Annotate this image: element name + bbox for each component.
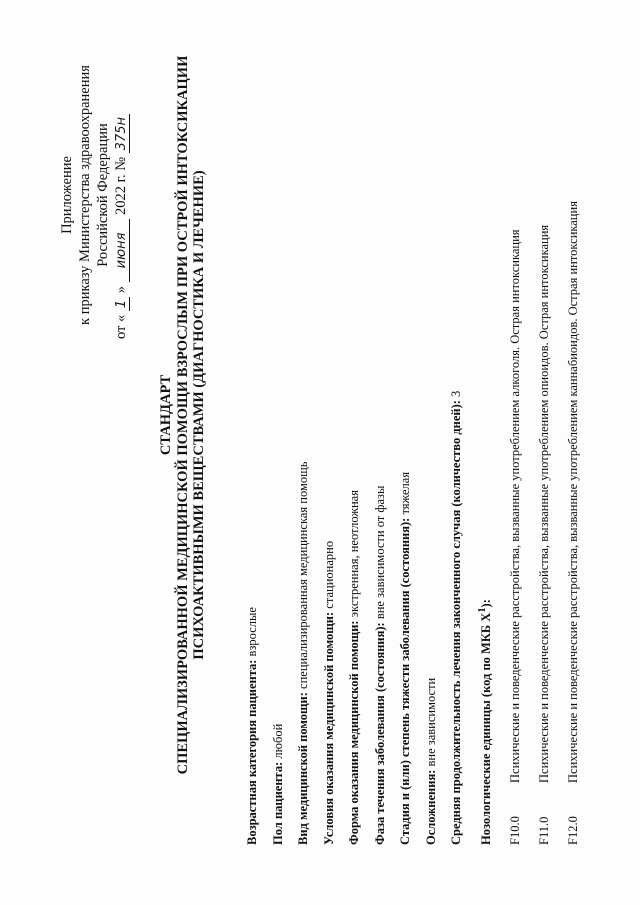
field-label: Стадия и (или) степень тяжести заболевания (состояния): [398, 517, 412, 845]
icd-code: F10.0 [508, 816, 523, 845]
field-label: Форма оказания медицинской помощи: [347, 620, 361, 845]
field-value: стационарно [321, 540, 336, 612]
date-year: 2022 г. № [113, 156, 129, 215]
field-care-form [342, 55, 368, 845]
document-title [158, 55, 208, 775]
field-value: специализированная медицинская помощь [296, 461, 310, 693]
field-label: Возрастная категория пациента: [245, 659, 259, 845]
title-line-3: ПСИХОАКТИВНЫМИ ВЕЩЕСТВАМИ (ДИАГНОСТИКА И ЛЕЧЕНИЕ) [191, 170, 207, 660]
field-value: 3 [449, 390, 463, 401]
code-row [530, 55, 559, 845]
approval-date-line [112, 45, 131, 345]
handwritten-number: 375н [114, 114, 130, 153]
standard-fields [240, 55, 588, 845]
approval-block [58, 45, 131, 345]
icd-code: F12.0 [566, 816, 581, 845]
title-line-2: СПЕЦИАЛИЗИРОВАННОЙ МЕДИЦИНСКОЙ ПОМОЩИ ВЗРОСЛЫМ ПРИ ОСТРОЙ ИНТОКСИКАЦИИ [174, 55, 191, 775]
icd-description: Психические и поведенческие расстройства, вызванные употреблением каннабиоидов. Острая интоксикация [566, 201, 581, 783]
date-prefix: от « [113, 314, 129, 339]
field-duration [444, 55, 470, 845]
field-value: тяжелая [398, 471, 412, 518]
field-label: Условия оказания медицинской помощи: [321, 611, 336, 845]
field-care-conditions [317, 55, 343, 845]
field-value: вне зависимости [423, 677, 438, 770]
icd-description: Психические и поведенческие расстройства, вызванные употреблением опиоидов. Острая интоксикация [537, 224, 552, 783]
date-mid: » [113, 285, 129, 294]
field-severity [393, 55, 419, 845]
field-value: взрослые [245, 607, 259, 660]
field-complications [419, 55, 445, 845]
approval-line-3: Российской Федерации [95, 123, 111, 267]
handwritten-day: 1 [114, 297, 130, 311]
nosology-label [476, 599, 493, 845]
approval-line-2: к приказу Министерства здравоохранения [77, 65, 93, 325]
field-value: вне зависимости от фазы [372, 485, 387, 623]
field-value: экстренная, неотложная [347, 490, 361, 621]
field-label: Средняя продолжительность лечения законченного случая (количество дней): [449, 400, 463, 845]
icd-code: F11.0 [537, 816, 552, 845]
field-age [240, 55, 266, 845]
footnote-mark: 1 [476, 607, 488, 613]
icd-description: Психические и поведенческие расстройства, вызванные употреблением алкоголя. Острая интоксикация [508, 229, 523, 783]
field-care-type [291, 55, 317, 845]
field-label: Осложнения: [423, 769, 438, 845]
field-phase [368, 55, 394, 845]
field-label: Вид медицинской помощи: [296, 692, 310, 845]
field-label: Пол пациента: [270, 761, 285, 845]
code-row [501, 55, 530, 845]
field-value: любой [270, 723, 285, 762]
approval-line-1: Приложение [59, 156, 75, 234]
nosology-label-text: Нозологические единицы (код по МКБ X [478, 612, 493, 845]
handwritten-month: июня [114, 219, 130, 283]
nosology-label-suffix: ): [478, 599, 493, 608]
field-sex [266, 55, 292, 845]
nosology-code-list [501, 55, 588, 845]
code-row [559, 55, 588, 845]
field-label: Фаза течения заболевания (состояния): [372, 622, 387, 845]
title-line-1: СТАНДАРТ [158, 374, 174, 456]
field-nosology [470, 55, 500, 845]
